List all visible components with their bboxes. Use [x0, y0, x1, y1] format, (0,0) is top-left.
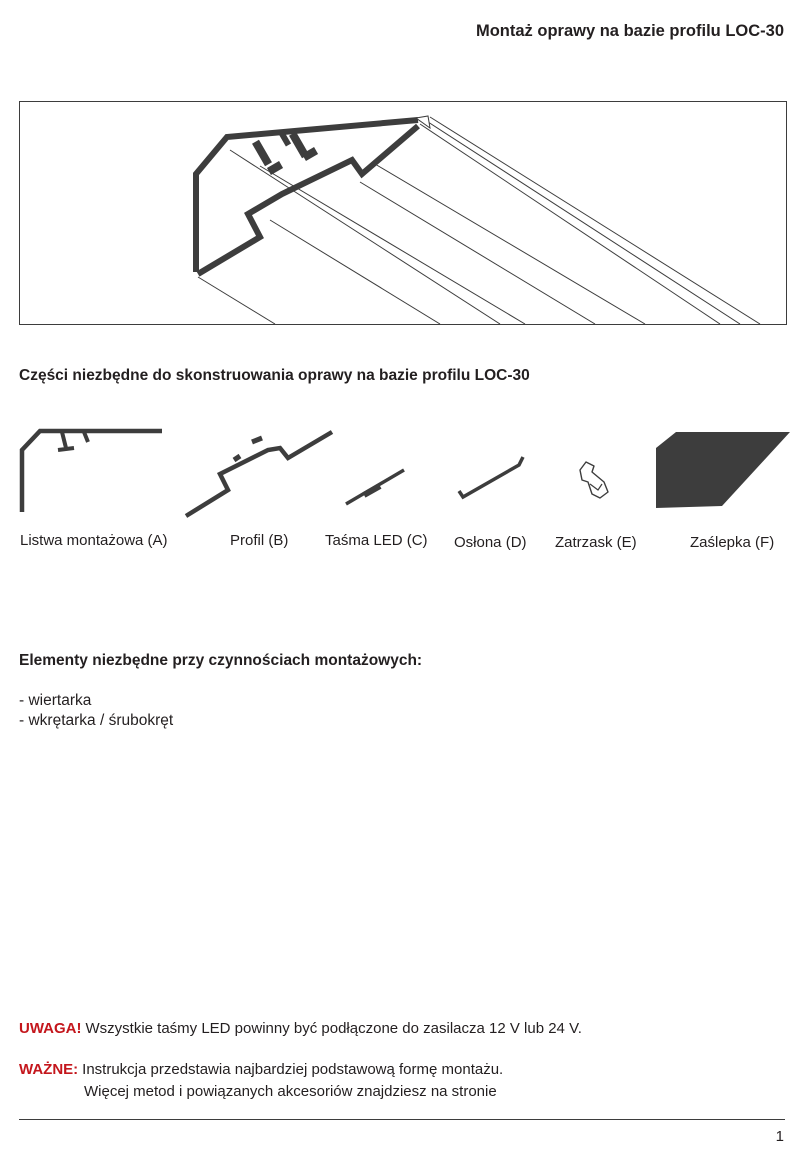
parts-heading: Części niezbędne do skonstruowania oprawy na bazie profilu LOC-30	[19, 367, 530, 384]
clip-icon	[576, 460, 612, 500]
tools-heading: Elementy niezbędne przy czynnościach montażowych:	[19, 652, 423, 669]
hero-illustration	[19, 101, 787, 325]
part-label-led-strip: Taśma LED (C)	[325, 532, 428, 549]
important-text-line1: Instrukcja przedstawia najbardziej podstawową formę montażu.	[82, 1061, 504, 1078]
page-number: 1	[775, 1128, 784, 1145]
diffuser-cover-icon	[457, 455, 527, 501]
part-label-end-cap: Zaślepka (F)	[690, 534, 775, 551]
warning-note	[19, 1020, 582, 1037]
warning-key: UWAGA!	[19, 1020, 82, 1037]
end-cap-icon	[652, 428, 792, 510]
mounting-rail-icon	[18, 426, 164, 516]
profile-icon	[184, 428, 336, 520]
part-label-clip: Zatrzask (E)	[555, 534, 637, 551]
part-label-profile: Profil (B)	[230, 532, 289, 549]
tool-item-screwdriver: - wkrętarka / śrubokręt	[19, 712, 174, 729]
important-key: WAŻNE:	[19, 1061, 79, 1078]
led-strip-icon	[344, 466, 406, 506]
warning-text: Wszystkie taśmy LED powinny być podłączone do zasilacza 12 V lub 24 V.	[85, 1020, 582, 1037]
important-text-line2: Więcej metod i powiązanych akcesoriów znajdziesz na stronie	[84, 1083, 497, 1100]
part-label-diffuser-cover: Osłona (D)	[454, 534, 527, 551]
tool-item-drill: - wiertarka	[19, 692, 92, 709]
part-label-mounting-rail: Listwa montażowa (A)	[20, 532, 168, 549]
loc-30-profile-assembly-illustration	[20, 102, 786, 324]
page-title: Montaż oprawy na bazie profilu LOC-30	[475, 22, 784, 40]
important-note	[19, 1061, 503, 1078]
footer-divider	[19, 1119, 785, 1120]
